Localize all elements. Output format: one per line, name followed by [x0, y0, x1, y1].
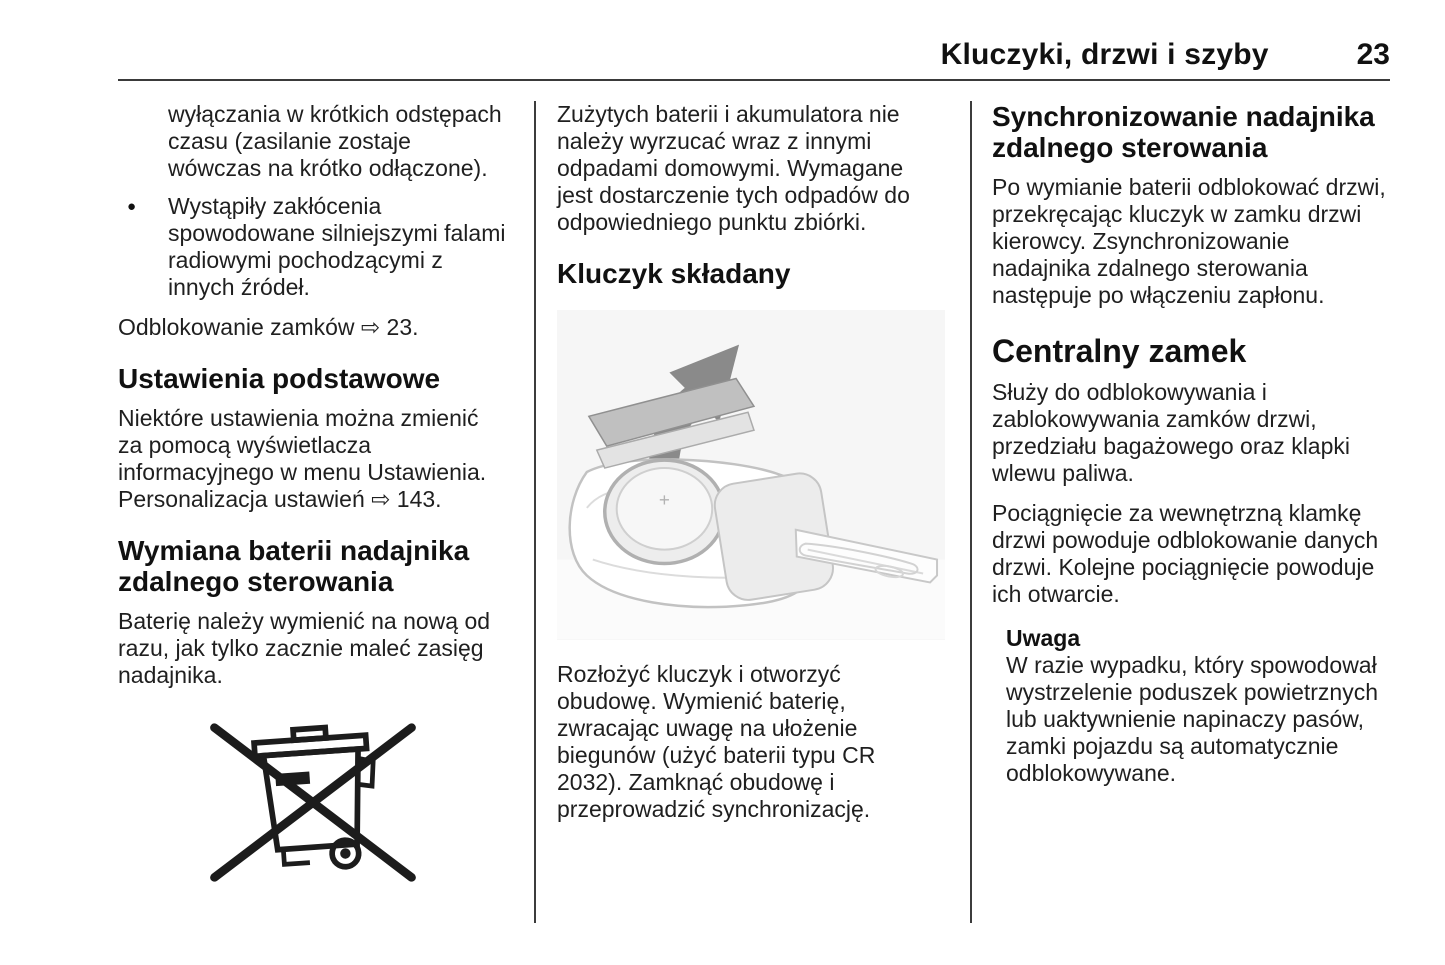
battery-polarity-mark: + — [658, 489, 670, 511]
heading-sync-remote: Synchronizowanie nadajnika zdalnego sterowania — [992, 101, 1375, 163]
weee-symbol-container — [118, 703, 508, 885]
note-text: W razie wypadku, który spowodował wystrzelenie poduszek powietrznych lub uaktywnienie napinaczy pasów, zamki pojazdu są automatycznie odblokowywane. — [1006, 652, 1379, 786]
battery-disposal-text: Zużytych baterii i akumulatora nie należy wyrzucać wraz z innymi odpadami domowymi. Wymagane jest dostarczenie tych odpadów do odpowiedniego punktu zbiórki. — [557, 101, 910, 235]
page-header — [118, 0, 1390, 81]
note-heading: Uwaga — [1006, 625, 1081, 651]
column-divider — [534, 101, 536, 923]
flip-key-illustration — [557, 310, 945, 640]
bullet-marker-icon: ● — [127, 198, 137, 215]
basic-settings-text: Niektóre ustawienia można zmienić za pomocą wyświetlacza informacyjnego w menu Ustawienia. Personalizacja ustawień ⇨ 143. — [118, 405, 487, 512]
unlock-reference-line: Odblokowanie zamków ⇨ 23. — [118, 314, 419, 340]
bullet-item-text: Wystąpiły zakłócenia spowodowane silniejszymi falami radiowymi pochodzącymi z innych źródeł. — [168, 193, 506, 300]
column-middle — [557, 101, 945, 923]
heading-battery-replacement: Wymiana baterii nadajnika zdalnego sterowania — [118, 535, 470, 597]
bullet-item — [118, 193, 508, 301]
chapter-title: Kluczyki, drzwi i szyby — [940, 38, 1269, 71]
column-left — [118, 101, 508, 923]
column-right — [992, 101, 1389, 923]
central-locking-text-2: Pociągnięcie za wewnętrzną klamkę drzwi powoduje odblokowanie danych drzwi. Kolejne pociągnięcie powoduje ich otwarcie. — [992, 500, 1379, 607]
central-locking-text-1: Służy do odblokowywania i zablokowywania zamków drzwi, przedziału bagażowego oraz klapki wlewu paliwa. — [992, 379, 1350, 486]
crossed-out-wheeled-bin-icon — [199, 703, 427, 885]
column-divider — [970, 101, 972, 923]
heading-folding-key: Kluczyk składany — [557, 258, 791, 289]
replace-battery-text: Rozłożyć kluczyk i otworzyć obudowę. Wymienić baterię, zwracając uwagę na ułożenie biegunów (użyć baterii typu CR 2032). Zamknąć obudowę i przeprowadzić synchronizację. — [557, 661, 876, 822]
heading-central-locking: Centralny zamek — [992, 333, 1247, 369]
sync-remote-text: Po wymianie baterii odblokować drzwi, przekręcając kluczyk w zamku drzwi kierowcy. Zsynchronizowanie nadajnika zdalnego sterowania następuje po włączeniu zapłonu. — [992, 174, 1386, 308]
note-block — [1006, 624, 1389, 787]
bullet-continuation-text: wyłączania w krótkich odstępach czasu (zasilanie zostaje wówczas na krótko odłączone). — [168, 101, 502, 181]
page-number: 23 — [1356, 38, 1390, 71]
battery-replacement-text: Baterię należy wymienić na nową od razu, jak tylko zacznie maleć zasięg nadajnika. — [118, 608, 491, 688]
heading-basic-settings: Ustawienia podstawowe — [118, 363, 441, 394]
content-columns — [118, 101, 1390, 923]
